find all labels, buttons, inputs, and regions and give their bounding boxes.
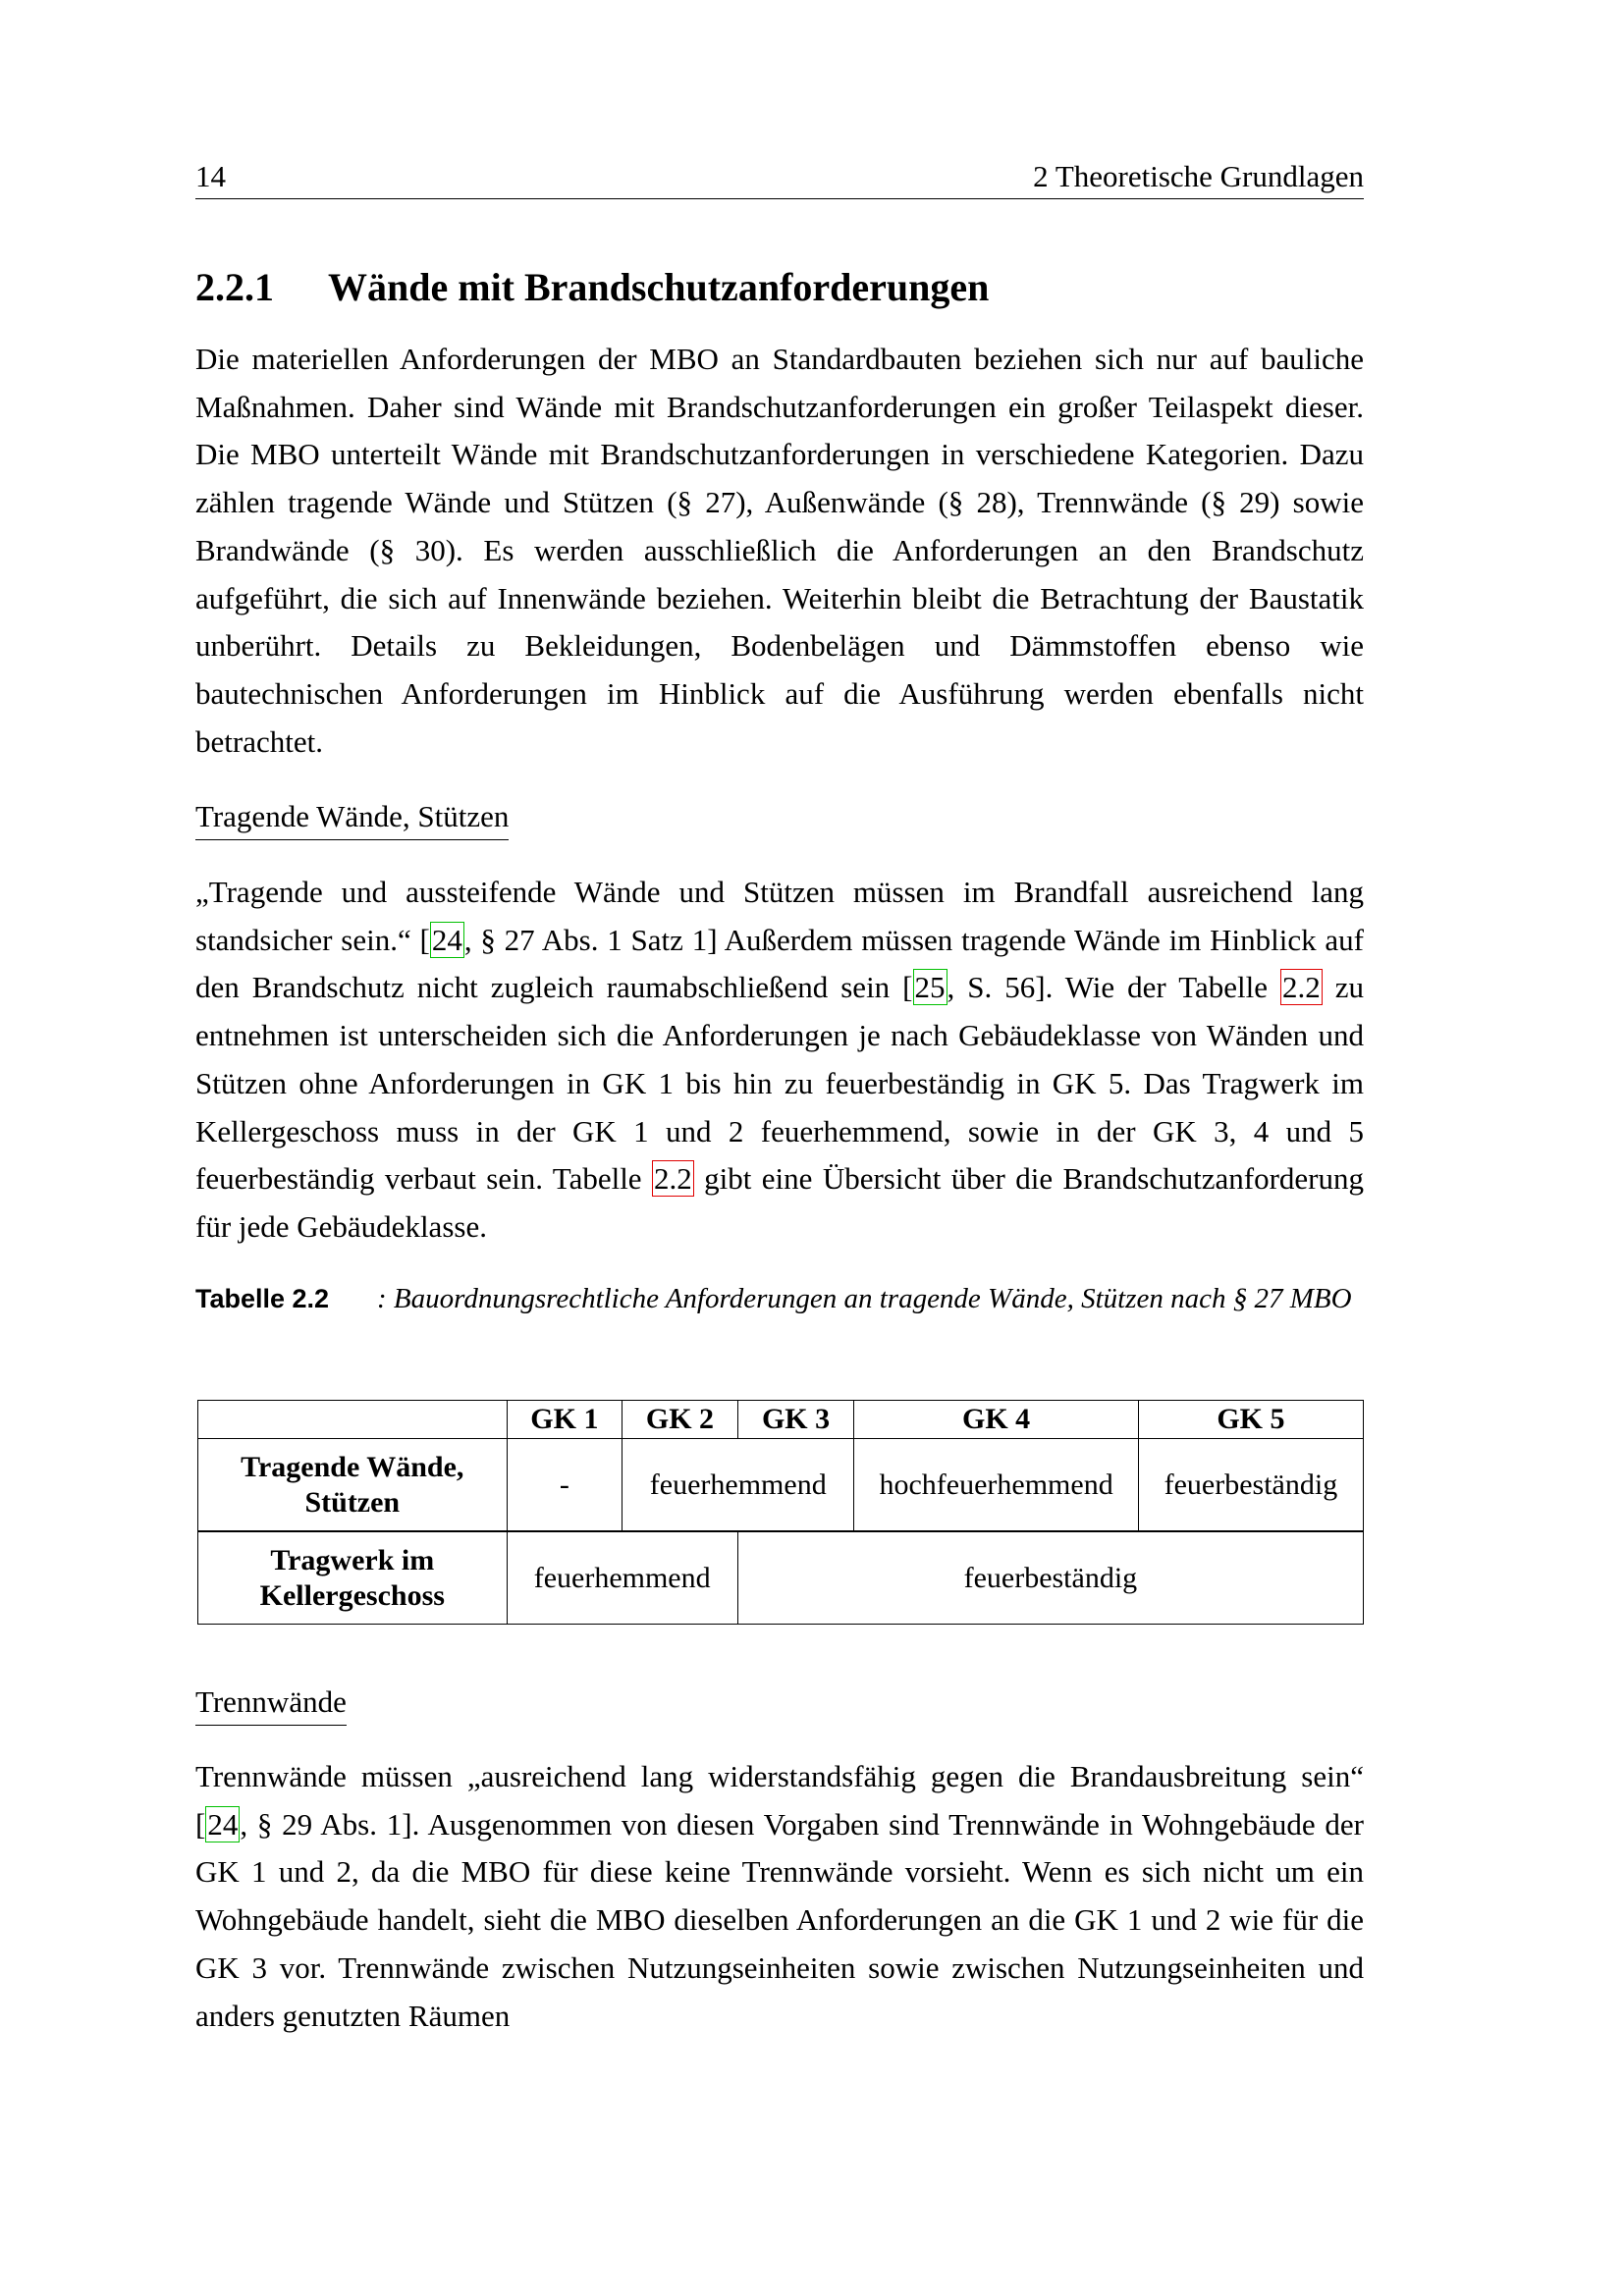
text-run: „Tragende und aussteifende Wände und Stützen müssen im Brandfall ausreichend lang standsicher sein.“ [: [195, 875, 1364, 957]
paragraph-trennwaende: [195, 1753, 1364, 2040]
text-run: gibt eine Übersicht über die Brandschutzanforderung für jede Gebäudeklasse.: [195, 1161, 1364, 1244]
header-cell-gk4: GK 4: [854, 1401, 1138, 1439]
caption-text: : Bauordnungsrechtliche Anforderungen an tragende Wände, Stützen nach § 27 MBO: [377, 1283, 1352, 1314]
table-cell: feuerhemmend: [623, 1439, 854, 1532]
header-cell-empty: [198, 1401, 508, 1439]
text-run: , § 29 Abs. 1]. Ausgenommen von diesen Vorgaben sind Trennwände in Wohngebäude der GK 1 und 2, da die MBO für diese keine Trennwände vorsieht. Wenn es sich nicht um ein Wohngebäude handelt, sieht die MBO dieselben Anforderungen an die GK 1 und 2 wie für die GK 3 vor. Trennwände zwischen Nutzungseinheiten sowie zwischen Nutzungseinheiten und anders genutzten Räumen: [195, 1806, 1364, 2033]
table-cell: feuerbeständig: [737, 1531, 1363, 1625]
table-header-row: [198, 1401, 1364, 1439]
header-cell-gk5: GK 5: [1138, 1401, 1363, 1439]
table-cell: feuerhemmend: [507, 1531, 737, 1625]
table-row: [198, 1439, 1364, 1532]
requirements-table: [197, 1400, 1364, 1625]
section-title-text: Wände mit Brandschutzanforderungen: [328, 265, 990, 309]
running-header: [195, 155, 1364, 199]
table-reference-link[interactable]: 2.2: [1281, 970, 1321, 1005]
subheading-tragende-waende: Tragende Wände, Stützen: [195, 795, 509, 840]
text-run: Trennwände müssen „ausreichend lang widerstandsfähig gegen die Brandausbreitung sein“ [: [195, 1759, 1364, 1842]
citation-link[interactable]: 24: [207, 1806, 239, 1842]
section-number: 2.2.1: [195, 265, 274, 309]
table-cell: feuerbeständig: [1138, 1439, 1363, 1532]
section-heading: [195, 261, 1364, 314]
paragraph-intro: Die materiellen Anforderungen der MBO an Standardbauten beziehen sich nur auf bauliche Maßnahmen. Daher sind Wände mit Brandschutzanforderungen ein großer Teilaspekt dieser. Die MBO unterteilt Wände mit Brandschutzanforderungen in verschiedene Kategorien. Dazu zählen tragende Wände und Stützen (§ 27), Außenwände (§ 28), Trennwände (§ 29) sowie Brandwände (§ 30). Es werden ausschließlich die Anforderungen an den Brandschutz aufgeführt, die sich auf Innenwände beziehen. Weiterhin bleibt die Betrachtung der Baustatik unberührt. Details zu Bekleidungen, Bodenbelägen und Dämmstoffen ebenso wie bautechnischen Anforderungen im Hinblick auf die Ausführung werden ebenfalls nicht betrachtet.: [195, 342, 1364, 759]
text-run: , § 27 Abs. 1 Satz 1] Außerdem müssen tragende Wände im Hinblick auf den Brandschutz nicht zugleich raumabschließend sein [: [195, 922, 1364, 1005]
text-run: , S. 56]. Wie der Tabelle: [947, 970, 1280, 1005]
row-label: Tragende Wände, Stützen: [198, 1439, 508, 1532]
chapter-title: 2 Theoretische Grundlagen: [1033, 159, 1364, 193]
header-cell-gk1: GK 1: [507, 1401, 623, 1439]
subheading-trennwaende: Trennwände: [195, 1681, 347, 1726]
text-run: zu entnehmen ist unterscheiden sich die Anforderungen je nach Gebäudeklasse von Wänden und Stützen ohne Anforderungen in GK 1 bis hin zu feuerbeständig in GK 5. Das Tragwerk im Kellergeschoss muss in der GK 1 und 2 feuerhemmend, sowie in der GK 3, 4 und 5 feuerbeständig verbaut sein. Tabelle: [195, 970, 1364, 1197]
citation-link[interactable]: 25: [914, 970, 946, 1005]
row-label: Tragwerk im Kellergeschoss: [198, 1531, 508, 1625]
header-cell-gk3: GK 3: [737, 1401, 854, 1439]
table-cell: -: [507, 1439, 623, 1532]
citation-link[interactable]: 24: [431, 922, 462, 957]
table-row: [198, 1531, 1364, 1625]
paragraph-tragende-waende: [195, 869, 1364, 1252]
caption-label: Tabelle 2.2: [195, 1284, 330, 1313]
table-cell: hochfeuerhemmend: [854, 1439, 1138, 1532]
page-number: 14: [195, 159, 226, 193]
header-cell-gk2: GK 2: [623, 1401, 738, 1439]
table-reference-link[interactable]: 2.2: [653, 1161, 692, 1197]
